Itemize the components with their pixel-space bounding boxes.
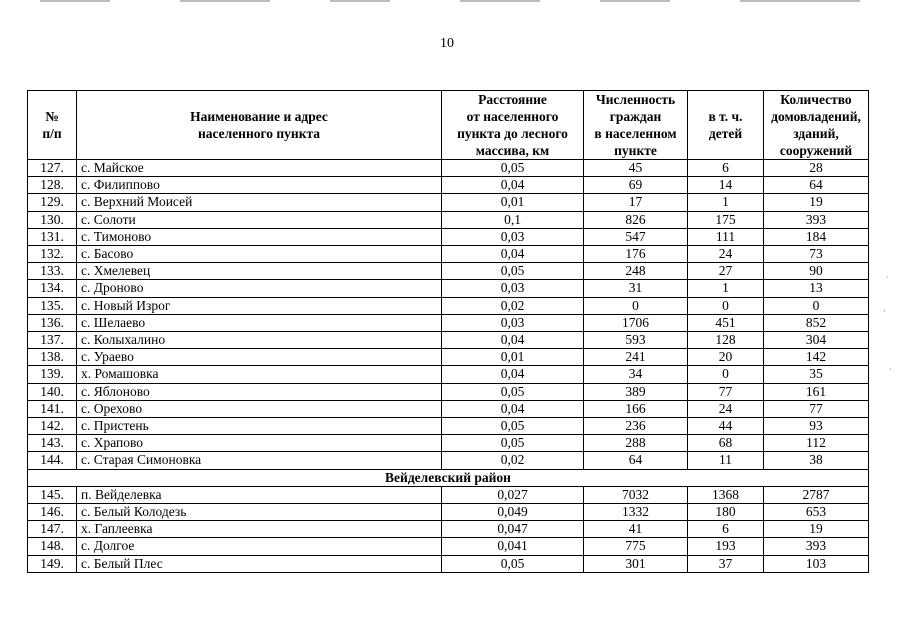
- scan-speck: ʼ: [883, 308, 886, 318]
- row-number: 145.: [28, 486, 77, 503]
- header-num: № п/п: [28, 91, 77, 160]
- population-count: 241: [584, 349, 688, 366]
- row-number: 144.: [28, 452, 77, 469]
- distance-km: 0,05: [442, 160, 584, 177]
- population-count: 41: [584, 521, 688, 538]
- distance-km: 0,041: [442, 538, 584, 555]
- population-count: 69: [584, 177, 688, 194]
- households-count: 73: [764, 246, 869, 263]
- distance-km: 0,05: [442, 555, 584, 572]
- settlement-name: с. Филиппово: [77, 177, 442, 194]
- table-row: [28, 366, 869, 383]
- table-row: [28, 263, 869, 280]
- row-number: 133.: [28, 263, 77, 280]
- population-count: 1706: [584, 314, 688, 331]
- row-number: 127.: [28, 160, 77, 177]
- settlement-name: с. Басово: [77, 246, 442, 263]
- table-row: [28, 314, 869, 331]
- header-households: Количество домовладений, зданий, сооружений: [764, 91, 869, 160]
- households-count: 304: [764, 332, 869, 349]
- table-row: [28, 486, 869, 503]
- population-count: 31: [584, 280, 688, 297]
- distance-km: 0,047: [442, 521, 584, 538]
- settlement-name: с. Долгое: [77, 538, 442, 555]
- households-count: 77: [764, 400, 869, 417]
- row-number: 134.: [28, 280, 77, 297]
- settlement-name: с. Майское: [77, 160, 442, 177]
- children-count: 193: [688, 538, 764, 555]
- distance-km: 0,05: [442, 435, 584, 452]
- population-count: 826: [584, 211, 688, 228]
- settlement-name: с. Белый Колодезь: [77, 504, 442, 521]
- households-count: 653: [764, 504, 869, 521]
- table-row: [28, 160, 869, 177]
- settlement-name: п. Вейделевка: [77, 486, 442, 503]
- scan-edge-mark: [330, 0, 390, 2]
- households-count: 64: [764, 177, 869, 194]
- table-body-b: [28, 486, 869, 572]
- table-row: [28, 555, 869, 572]
- households-count: 103: [764, 555, 869, 572]
- children-count: 77: [688, 383, 764, 400]
- children-count: 24: [688, 246, 764, 263]
- row-number: 140.: [28, 383, 77, 400]
- settlement-name: с. Пристень: [77, 418, 442, 435]
- households-count: 184: [764, 228, 869, 245]
- row-number: 138.: [28, 349, 77, 366]
- distance-km: 0,05: [442, 383, 584, 400]
- settlement-name: с. Шелаево: [77, 314, 442, 331]
- settlement-name: х. Ромашовка: [77, 366, 442, 383]
- population-count: 64: [584, 452, 688, 469]
- children-count: 27: [688, 263, 764, 280]
- settlement-name: с. Яблоново: [77, 383, 442, 400]
- header-population: Численность граждан в населенном пункте: [584, 91, 688, 160]
- distance-km: 0,04: [442, 332, 584, 349]
- children-count: 175: [688, 211, 764, 228]
- row-number: 143.: [28, 435, 77, 452]
- distance-km: 0,04: [442, 400, 584, 417]
- row-number: 132.: [28, 246, 77, 263]
- settlements-table: [27, 90, 869, 573]
- row-number: 137.: [28, 332, 77, 349]
- households-count: 13: [764, 280, 869, 297]
- households-count: 90: [764, 263, 869, 280]
- row-number: 130.: [28, 211, 77, 228]
- distance-km: 0,05: [442, 263, 584, 280]
- scan-edge-mark: [740, 0, 860, 2]
- children-count: 1: [688, 194, 764, 211]
- header-name: Наименование и адрес населенного пункта: [77, 91, 442, 160]
- children-count: 20: [688, 349, 764, 366]
- households-count: 38: [764, 452, 869, 469]
- children-count: 24: [688, 400, 764, 417]
- children-count: 451: [688, 314, 764, 331]
- children-count: 68: [688, 435, 764, 452]
- households-count: 2787: [764, 486, 869, 503]
- district-title: Вейделевский район: [28, 469, 869, 486]
- table-row: [28, 452, 869, 469]
- population-count: 17: [584, 194, 688, 211]
- distance-km: 0,03: [442, 228, 584, 245]
- table-row: [28, 228, 869, 245]
- population-count: 775: [584, 538, 688, 555]
- households-count: 28: [764, 160, 869, 177]
- population-count: 166: [584, 400, 688, 417]
- scan-speck: ·: [886, 272, 889, 282]
- table-row: [28, 383, 869, 400]
- scan-edge-mark: [180, 0, 270, 2]
- households-count: 19: [764, 194, 869, 211]
- children-count: 0: [688, 297, 764, 314]
- distance-km: 0,1: [442, 211, 584, 228]
- table-row: [28, 400, 869, 417]
- children-count: 11: [688, 452, 764, 469]
- population-count: 45: [584, 160, 688, 177]
- children-count: 6: [688, 521, 764, 538]
- distance-km: 0,04: [442, 246, 584, 263]
- households-count: 393: [764, 211, 869, 228]
- households-count: 35: [764, 366, 869, 383]
- table-row: [28, 418, 869, 435]
- header-distance: Расстояние от населенного пункта до лесного массива, км: [442, 91, 584, 160]
- row-number: 129.: [28, 194, 77, 211]
- table-row: [28, 246, 869, 263]
- children-count: 14: [688, 177, 764, 194]
- settlement-name: х. Гаплеевка: [77, 521, 442, 538]
- distance-km: 0,01: [442, 194, 584, 211]
- settlement-name: с. Хмелевец: [77, 263, 442, 280]
- settlement-name: с. Дроново: [77, 280, 442, 297]
- row-number: 135.: [28, 297, 77, 314]
- households-count: 161: [764, 383, 869, 400]
- table-row: [28, 538, 869, 555]
- population-count: 593: [584, 332, 688, 349]
- row-number: 147.: [28, 521, 77, 538]
- table-row: [28, 177, 869, 194]
- row-number: 139.: [28, 366, 77, 383]
- settlement-name: с. Старая Симоновка: [77, 452, 442, 469]
- households-count: 19: [764, 521, 869, 538]
- table-row: [28, 211, 869, 228]
- distance-km: 0,03: [442, 280, 584, 297]
- population-count: 236: [584, 418, 688, 435]
- settlement-name: с. Орехово: [77, 400, 442, 417]
- scan-speck: ·: [889, 364, 892, 374]
- table-body-a: [28, 160, 869, 470]
- children-count: 1368: [688, 486, 764, 503]
- table-row: [28, 194, 869, 211]
- children-count: 37: [688, 555, 764, 572]
- scan-edge-mark: [40, 0, 110, 2]
- row-number: 136.: [28, 314, 77, 331]
- children-count: 1: [688, 280, 764, 297]
- table-row: [28, 504, 869, 521]
- population-count: 0: [584, 297, 688, 314]
- distance-km: 0,02: [442, 452, 584, 469]
- population-count: 288: [584, 435, 688, 452]
- settlement-name: с. Верхний Моисей: [77, 194, 442, 211]
- settlement-name: с. Храпово: [77, 435, 442, 452]
- row-number: 148.: [28, 538, 77, 555]
- children-count: 111: [688, 228, 764, 245]
- row-number: 142.: [28, 418, 77, 435]
- population-count: 176: [584, 246, 688, 263]
- distance-km: 0,05: [442, 418, 584, 435]
- settlement-name: с. Новый Изрог: [77, 297, 442, 314]
- distance-km: 0,02: [442, 297, 584, 314]
- households-count: 0: [764, 297, 869, 314]
- page-number: 10: [440, 36, 454, 51]
- distance-km: 0,027: [442, 486, 584, 503]
- table-row: [28, 349, 869, 366]
- row-number: 149.: [28, 555, 77, 572]
- children-count: 6: [688, 160, 764, 177]
- row-number: 141.: [28, 400, 77, 417]
- table-row: [28, 280, 869, 297]
- district-row: [28, 469, 869, 486]
- table-row: [28, 435, 869, 452]
- settlement-name: с. Колыхалино: [77, 332, 442, 349]
- children-count: 180: [688, 504, 764, 521]
- households-count: 112: [764, 435, 869, 452]
- households-count: 93: [764, 418, 869, 435]
- households-count: 393: [764, 538, 869, 555]
- households-count: 852: [764, 314, 869, 331]
- children-count: 128: [688, 332, 764, 349]
- row-number: 128.: [28, 177, 77, 194]
- table-header-row: [28, 91, 869, 160]
- population-count: 301: [584, 555, 688, 572]
- distance-km: 0,04: [442, 366, 584, 383]
- header-children: в т. ч. детей: [688, 91, 764, 160]
- population-count: 34: [584, 366, 688, 383]
- table-row: [28, 521, 869, 538]
- distance-km: 0,04: [442, 177, 584, 194]
- table-row: [28, 332, 869, 349]
- row-number: 131.: [28, 228, 77, 245]
- children-count: 0: [688, 366, 764, 383]
- row-number: 146.: [28, 504, 77, 521]
- distance-km: 0,01: [442, 349, 584, 366]
- children-count: 44: [688, 418, 764, 435]
- table-row: [28, 297, 869, 314]
- population-count: 547: [584, 228, 688, 245]
- settlement-name: с. Ураево: [77, 349, 442, 366]
- scan-edge-mark: [600, 0, 670, 2]
- population-count: 389: [584, 383, 688, 400]
- population-count: 1332: [584, 504, 688, 521]
- district-section: [28, 469, 869, 486]
- population-count: 7032: [584, 486, 688, 503]
- distance-km: 0,03: [442, 314, 584, 331]
- settlement-name: с. Тимоново: [77, 228, 442, 245]
- settlement-name: с. Солоти: [77, 211, 442, 228]
- population-count: 248: [584, 263, 688, 280]
- households-count: 142: [764, 349, 869, 366]
- distance-km: 0,049: [442, 504, 584, 521]
- settlement-name: с. Белый Плес: [77, 555, 442, 572]
- scan-edge-mark: [460, 0, 540, 2]
